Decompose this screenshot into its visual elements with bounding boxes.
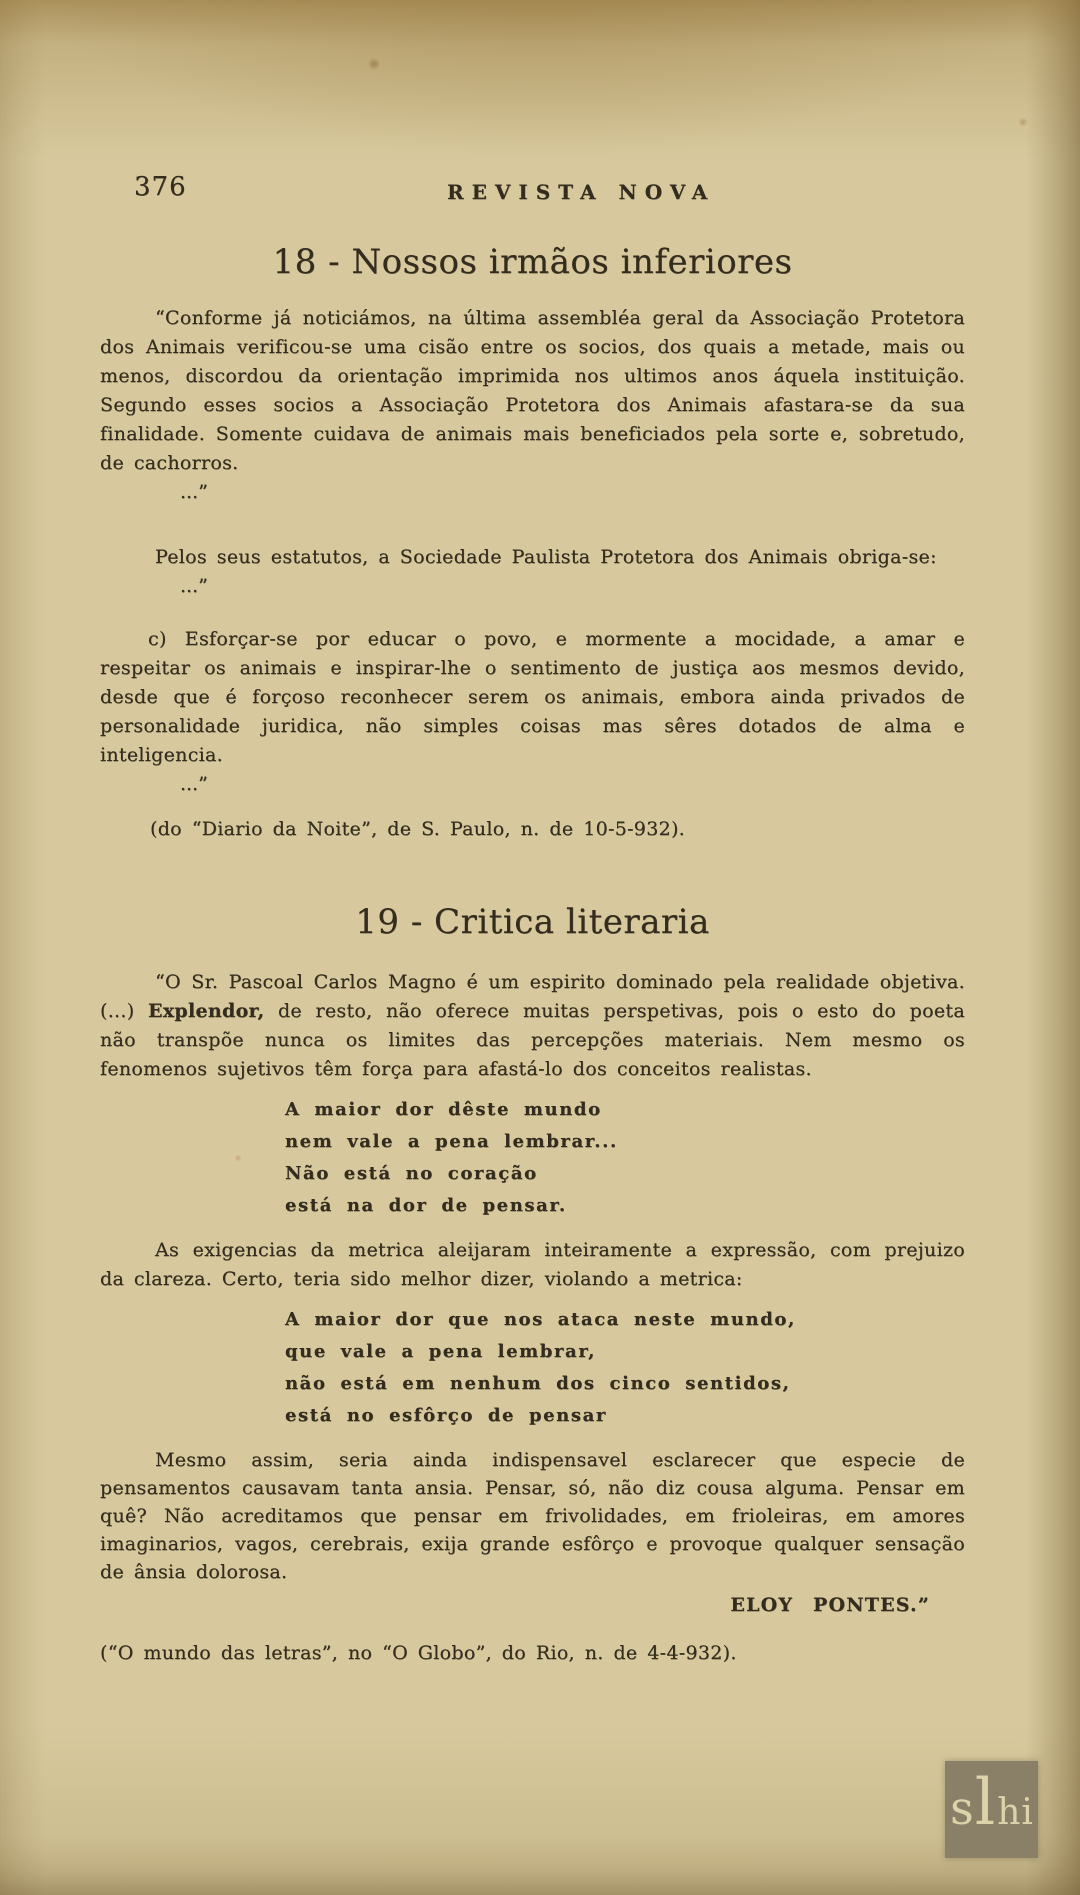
slhi-library-stamp (945, 1761, 1038, 1858)
section-18-title: 18 - Nossos irmãos inferiores (272, 242, 793, 282)
ellipsis-marker-1: ...” (180, 481, 208, 503)
poem-quote-2 (285, 1304, 965, 1432)
section-19-intro-paragraph (100, 968, 965, 1084)
poem-1-line-1: A maior dor dêste mundo (285, 1099, 602, 1120)
poem-2-line-3: não está em nenhum dos cinco sentidos, (285, 1373, 791, 1394)
section-19-title: 19 - Critica literaria (355, 902, 710, 942)
poem-1-line-2: nem vale a pena lembrar... (285, 1131, 618, 1152)
page-number: 376 (134, 172, 187, 202)
intro-text-before: “O Sr. Pascoal Carlos Magno é um espirito dominado pela realidade objetiva. (...) (100, 971, 965, 1022)
stamp-letter-l: l (974, 1766, 996, 1840)
journal-running-title: REVISTA NOVA (447, 180, 716, 204)
poem-2-line-2: que vale a pena lembrar, (285, 1341, 596, 1362)
intro-text-after: de resto, não oferece muitas perspetivas, pois o esto do poeta não transpõe nunca os limites das percepções materiais. Nem mesmo os fenomenos sujetivos têm força para afastá-lo dos conceitos realistas. (100, 1000, 965, 1080)
poem-1-line-3: Não está no coração (285, 1163, 538, 1184)
stamp-letter-i: i (1021, 1792, 1033, 1833)
author-signature: ELOY PONTES.” (730, 1594, 930, 1616)
poem-2-line-4: está no esfôrço de pensar (285, 1405, 607, 1426)
stamp-letter-h: h (997, 1792, 1021, 1833)
ellipsis-marker-2: ...” (180, 575, 208, 597)
ellipsis-marker-3: ...” (180, 773, 208, 795)
intro-bold-explendor: Explendor, (147, 1000, 265, 1022)
page-content (100, 240, 965, 1668)
section-19-mesmo-paragraph: Mesmo assim, seria ainda indispensavel esclarecer que especie de pensamentos causavam tanta ansia. Pensar, só, não diz cousa alguma. Pensar em quê? Não acreditamos que pensar em frivolidades, em frioleiras, em amores imaginarios, vagos, cerebrais, exija grande esfôrço e provoque qualquer sensação de ânsia dolorosa. (100, 1449, 965, 1583)
section-19-source-citation: (“O mundo das letras”, no “O Globo”, do Rio, n. de 4-4-932). (100, 1642, 737, 1664)
section-18-item-c-paragraph: c) Esforçar-se por educar o povo, e mormente a mocidade, a amar e respeitar os animais e inspirar-lhe o sentimento de justiça aos mesmos devido, desde que é forçoso reconhecer serem os animais, embora ainda privados de personalidade juridica, não simples coisas mas sêres dotados de alma e inteligencia. (100, 628, 965, 766)
section-18-source-citation: (do “Diario da Noite”, de S. Paulo, n. de 10-5-932). (150, 818, 686, 840)
poem-1-line-4: está na dor de pensar. (285, 1195, 567, 1216)
section-19-metrica-paragraph: As exigencias da metrica aleijaram inteiramente a expressão, com prejuizo da clareza. Certo, teria sido melhor dizer, violando a metrica: (100, 1239, 965, 1290)
poem-quote-1 (285, 1094, 965, 1222)
section-18-statutes-paragraph: Pelos seus estatutos, a Sociedade Paulista Protetora dos Animais obriga-se: (155, 546, 937, 568)
section-18-quote-paragraph: “Conforme já noticiámos, na última assembléa geral da Associação Protetora dos Animais verificou-se uma cisão entre os socios, dos quais a metade, mais ou menos, discordou da orientação imprimida nos ultimos anos áquela instituição. Segundo esses socios a Associação Protetora dos Animais afastara-se da sua finalidade. Somente cuidava de animais mais beneficiados pela sorte e, sobretudo, de cachorros. (100, 307, 965, 474)
poem-2-line-1: A maior dor que nos ataca neste mundo, (285, 1309, 796, 1330)
stamp-letter-s: s (950, 1781, 974, 1835)
